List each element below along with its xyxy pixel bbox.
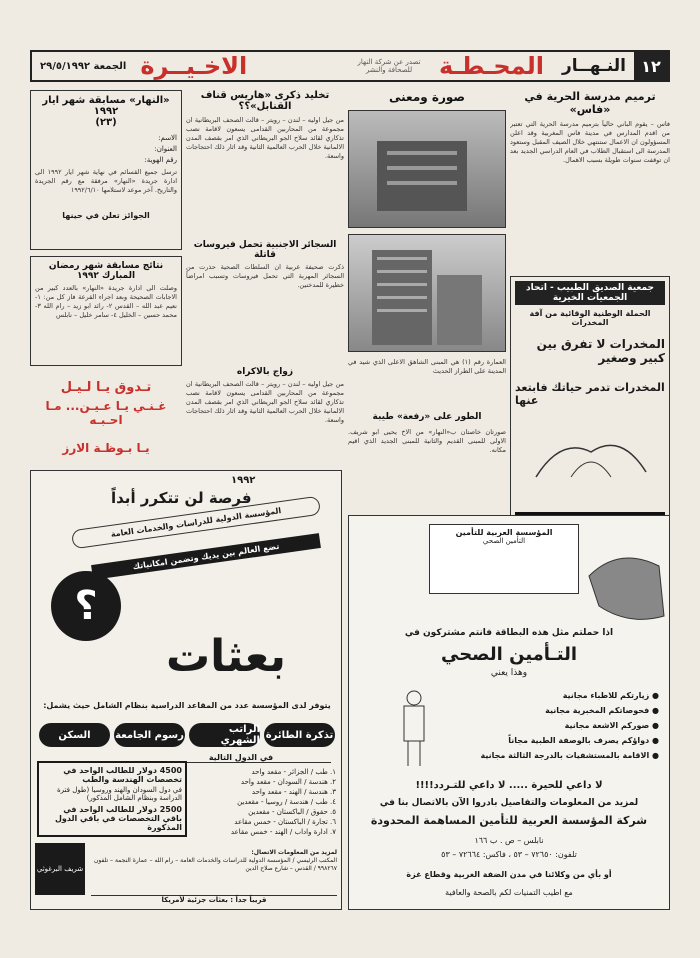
globe-icon: ؟ [51, 571, 121, 641]
form-id-label: رقم الهوية: [144, 156, 177, 164]
contest-results [30, 256, 182, 366]
ad2-headline: اذا حملتم مثل هذه البطاقة فانتم مشتركون في [404, 628, 614, 638]
pill-fees: رسوم الجامعة [114, 723, 185, 747]
ad1-contact [91, 849, 337, 873]
issue-date: الجمعة ٢٩/٥/١٩٩٢ [40, 60, 127, 72]
benefits-list [459, 688, 659, 763]
card-title: المؤسسة العربية للتأمين [455, 528, 553, 537]
country-item: ٤. طب / هندسة / روسيا - مقعدين [237, 798, 336, 806]
ad2-and: وهذا يعني [490, 668, 528, 678]
col1-headline: ترميم مدرسة الحرية في «فاس» [524, 90, 656, 116]
photo-old-building [348, 110, 506, 228]
masthead [30, 50, 670, 82]
results-title: نتائج مسابقة شهر رمضان المبارك ١٩٩٢ [48, 261, 164, 281]
price-1-note: في دول السودان والهند وروسيا (طول فترة الدراسة وبنظام الشامل المذكور) [57, 786, 182, 802]
results-body: وصلت الى ادارة جريدة «النهار» بالعدد كبير من الاجابات الصحيحة وبعد اجراء القرعة فاز كل من: ١- نعيم عبد الله – القدس ٢- رائد ابو زيد – رام الله ٣- محمد حسين – الخليل ٤- سامر خليل – نابلس [35, 284, 177, 319]
col1-body: فاس – يقوم الباني حالياً بترميم مدرسة الحرية التي تعتبر من اقدم المدارس في مدينة فاس المغربية وقد اعلن المسؤولون ان الاعمال ستنتهي خلال الصيف المقبل وستعود المدرسة الى استقبال الطلاب في العام الدراسي الجديد بعد ان توقفت سنوات طويلة بسبب الاهمال. [510, 120, 670, 164]
ad1-subtitle: المؤسسة الدولية للدراسات والخدمات العامة [71, 496, 321, 550]
benefit-item: ● الاقامة بالمستشفيات بالدرجة الثالثة مجانية [480, 751, 659, 760]
col3-subhead-1: السجائر الاجنبية تحمل فيروسات قاتلة [193, 240, 337, 260]
benefit-item: ● صوركم الاشعة مجانية [564, 721, 659, 730]
form-address-label: العنوان: [154, 145, 177, 153]
campaign-slogan-1: المخدرات لا تفرق بين كبير وصغير [536, 337, 665, 365]
benefit-item: ● دواؤكم يصرف بالوصفة الطبية مجاناً [508, 736, 659, 745]
col2-subhead: الطور على «رفعة» طيبة [372, 412, 482, 422]
ad2-address: نابلس – ص . ب ١٦٦ [474, 836, 544, 845]
ad2-cta: لا داعي للحيرة ..... لا داعي للتـردد!!!! [415, 780, 603, 791]
masthead-meta: تصدر عن شركة النهار للصحافة والنشر [357, 58, 421, 74]
form-name-label: الاسم: [158, 134, 177, 142]
edition-title: المحـطـة [439, 52, 545, 80]
country-item: ١. طب / الجزائر - مقعد واحد [251, 768, 336, 776]
contest-coupon [30, 90, 182, 250]
insurance-card [429, 524, 579, 594]
ad2-phone: تلفون: ٧٢٦٥٠ – ٥٣ ، فاكس: ٧٢٦٦٤ – ٥٣ [441, 850, 577, 859]
paper-name: النـهــار [562, 56, 626, 76]
contact-title: لمزيد من المعلومات الاتصال: [251, 849, 337, 856]
benefit-item: ● فحوصاتكم المخبرية مجانية [545, 706, 659, 715]
poem-line-2: غـنـي يـا عـيـن... مـا احـبـه [45, 399, 167, 427]
column-2 [348, 90, 506, 510]
country-item: ٦. تجارة / الباكستان - خمس مقاعد [234, 818, 336, 826]
prize-note: الجوائز تعلن في حينها [62, 211, 150, 220]
photo-new-building [348, 234, 506, 352]
pill-ticket: تذكرة الطائرة [264, 723, 335, 747]
card-subtitle: التأمين الصحي [482, 537, 526, 545]
pill-housing: السكن [39, 723, 110, 747]
poem-ad [30, 380, 182, 455]
ad2-more: لمزيد من المعلومات والتفاصيل بادروا الآن بالاتصال بنا في [379, 798, 639, 808]
ad2-company: شركة المؤسسة العربية للتأمين المساهمة المحدودة [370, 814, 648, 827]
page-number: ١٢ [634, 52, 668, 80]
form-note: ترسل جميع القسائم في نهاية شهر ايار ١٩٩٢ الى ادارة جريدة «النهار» مرفقة مع رقم الجريدة والتاريخ. آخر موعد لاستلامها ١٩٩٢/٦/١٠ [35, 168, 177, 194]
photo-caption: العمارة رقم (١) هي المبنى الشاهق الاعلى الذي شيد في المدينة على الطراز الحديث [348, 358, 506, 375]
benefit-item: ● زيارتكم للاطباء مجانية [562, 691, 659, 700]
price-1: 4500 دولار للطالب الواحد في تخصصات الهندسة والطب [63, 766, 182, 784]
insurance-ad [348, 515, 670, 910]
col3-subhead-2: زواج بالاكراه [236, 367, 294, 377]
countries-title: في الدول التالية [151, 753, 331, 763]
column-1 [510, 90, 670, 510]
poem-line-3: يـا بـوظـة الارز [62, 441, 150, 455]
section-title: الاخـيــرة [140, 52, 248, 80]
col3-body-2: ذكرت صحيفة عربية ان السلطات الصحية حذرت من السجائر المهربة التي تحمل فيروسات وتسبب امراضاً خطيرة للمدخنين. [186, 263, 344, 289]
ad1-year: ١٩٩٢ [231, 475, 256, 486]
contact-text: المكتب الرئيسي / المؤسسة الدولية للدراسات والخدمات العامة – رام الله – عمارة النجمة – تلفون ٩٩٨٢٦٧ / القدس – شارع صلاح الدين [93, 857, 337, 872]
campaign-subtitle: الحملة الوطنية الوقائية من آفة المخدرات [529, 309, 651, 327]
campaign-title: جمعية الصديق الطبيب - اتحاد الجمعيات الخيرية [515, 281, 665, 305]
price-box [37, 761, 187, 837]
ad1-headline: فرصة لن تتكرر أبداً [111, 489, 252, 507]
countries-list [191, 767, 336, 837]
column-3 [186, 90, 344, 510]
ad2-slogan: مع اطيب التمنيات لكم بالصحة والعافية [445, 888, 573, 897]
hands-illustration [531, 417, 651, 487]
hand-icon [579, 536, 669, 626]
ad1-footer: قريباً جداً : بعثات جزئية لأمريكا [91, 895, 337, 904]
campaign-slogan-2: المخدرات تدمر حياتك فابتعد عنها [515, 381, 665, 407]
col3-body-3: من جيل اوليه – لندن – رويتر – قالت الصحف البريطانية ان مجموعة من المحاربين القدامى يسعون لاقامة نصب تذكاري لقائد سلاح الجو البريطاني الذي امر بقصف المدن الالمانية خلال الحرب العالمية الثانية وقد اثار ذلك احتجاجات واسعة. [186, 380, 344, 424]
country-item: ٣. هندسة / الهند - مقعد واحد [251, 788, 336, 796]
ad2-product: التـأمين الصحي [441, 644, 577, 665]
pill-salary: الراتب الشهري [189, 723, 260, 747]
col3-headline: تخليد ذكرى «هاريس قناف القنابل»؟؟ [200, 90, 330, 112]
ad1-tagline: تضع العالم بين يديك وتضمن امكانياتك [91, 533, 321, 580]
ad1-offer: يتوفر لدى المؤسسة عدد من المقاعد الدراسية بنظام الشامل حيث يشمل: [43, 701, 331, 710]
country-item: ٥. حقوق / الباكستان - مقعدين [248, 808, 336, 816]
scholarship-ad [30, 470, 342, 910]
ad2-agents: أو بأي من وكلائنا في مدن الضفة الغربية وقطاع غزة [406, 870, 612, 879]
country-item: ٢. هندسة / السودان - مقعد واحد [240, 778, 336, 786]
col2-headline: صورة ومعنى [389, 90, 465, 104]
price-2: 2500 دولار للطالب الواحد في باقي التخصصات في باقي الدول المذكورة [54, 805, 182, 832]
poem-line-1: تـدوق يـا لـيـل [60, 380, 152, 395]
campaign-box [510, 276, 670, 536]
col3-body: من جيل اوليه – لندن – رويتر – قالت الصحف البريطانية ان مجموعة من المحاربين القدامى يسعون لاقامة نصب تذكاري لقائد سلاح الجو البريطاني الذي امر بقصف المدن الالمانية خلال الحرب العالمية الثانية وقد اثار ذلك احتجاجات واسعة. [186, 116, 344, 160]
doctor-icon [394, 688, 434, 768]
contest-number: (٢٣) [95, 117, 117, 128]
ad1-stamp: شريف البرغوثي [35, 843, 85, 895]
column-4 [30, 90, 182, 510]
col2-body: صورتان خاصتان ب«النهار» من الاخ يحيى ابو شريف. الاولى للمبنى القديم والثانية للمبنى الجديد الذي اقيم مكانه. [348, 428, 506, 454]
ad1-brand: بعثات [165, 631, 287, 682]
contest-title: «النهار» مسابقة شهر ايار ١٩٩٢ [42, 95, 170, 117]
country-item: ٧. ادارة واداب / الهند - خمس مقاعد [230, 828, 336, 836]
ad1-pills [39, 723, 335, 747]
